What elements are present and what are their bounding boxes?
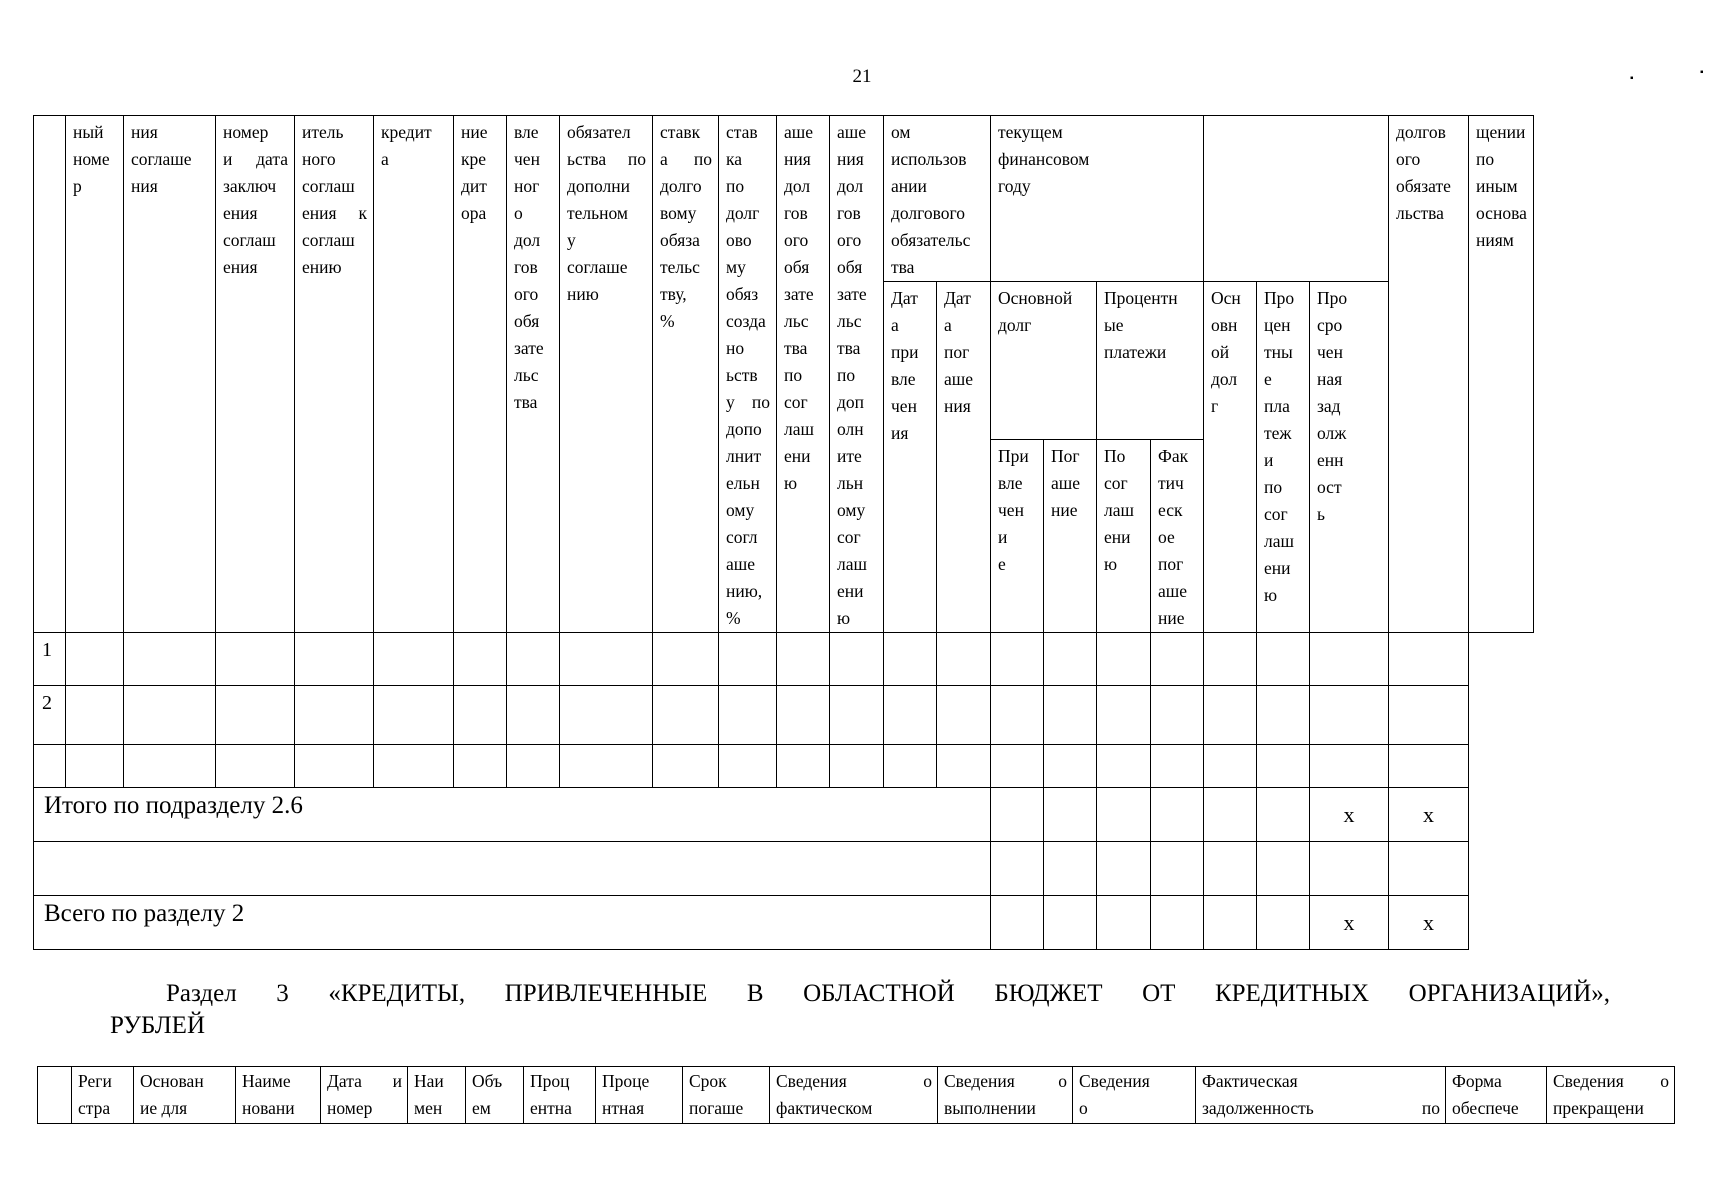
header-text-line: долгов: [1396, 122, 1446, 142]
header-text-line: чен: [1317, 342, 1343, 362]
header-text-line: о: [1079, 1098, 1088, 1118]
header-text-line: тва: [837, 338, 861, 358]
header-text-line: Дат: [891, 288, 918, 308]
header-cell-overdue-principal: [1204, 282, 1257, 633]
header-text-line: ени: [837, 581, 864, 601]
header-text-line: номер: [327, 1098, 373, 1118]
header-text-line: номер: [223, 122, 269, 142]
header-cell: [991, 116, 1204, 282]
header-text-line: использов: [891, 149, 967, 169]
header-text-line: ого: [837, 230, 862, 250]
header-text-line: Сведения: [1079, 1071, 1150, 1091]
header-text-line: Проц: [530, 1071, 570, 1091]
header-text-line: гов: [837, 203, 861, 223]
header-cell-principal-out: [1044, 440, 1097, 633]
header-text-line: Проце: [602, 1071, 650, 1091]
scan-speck: ▪: [1700, 67, 1704, 78]
header-text-line: е: [1264, 369, 1272, 389]
header-text-line: лаш: [1104, 500, 1134, 520]
header-cell: [683, 1067, 770, 1124]
header-text-line: обя: [784, 257, 810, 277]
debt-obligations-table: [33, 115, 1534, 950]
header-text-line: Наи: [414, 1071, 444, 1091]
header-text-line: аше: [726, 554, 756, 574]
header-text-line: тельс: [660, 257, 700, 277]
header-text-line: долго: [660, 176, 702, 196]
header-text-line: тва: [891, 257, 915, 277]
header-text-line: финансовом: [998, 149, 1090, 169]
header-text-line: доп: [837, 392, 865, 412]
header-cell: [66, 116, 124, 633]
header-text-line: соглаш: [302, 230, 355, 250]
header-text-line: лаш: [837, 554, 867, 574]
header-text-line: овн: [1211, 315, 1238, 335]
section-3-title-line1: Раздел 3 «КРЕДИТЫ, ПРИВЛЕЧЕННЫЕ В ОБЛАСТНОЙ БЮДЖЕТ ОТ КРЕДИТНЫХ ОРГАНИЗАЦИЙ»,: [166, 980, 1610, 1007]
header-text-line: Наиме: [242, 1071, 291, 1091]
header-text-line: соглаше: [567, 257, 628, 277]
row-number: 1: [34, 633, 66, 686]
header-text-line: тич: [1158, 473, 1184, 493]
header-text-line: ения: [223, 257, 258, 277]
header-cell: [321, 1067, 408, 1124]
header-text-line: ово: [726, 230, 752, 250]
header-text-line: льс: [837, 311, 862, 331]
header-text-line: %: [726, 608, 741, 628]
header-text-line: Реги: [78, 1071, 112, 1091]
header-cell: [1196, 1067, 1446, 1124]
header-text-line: пла: [1264, 396, 1290, 416]
header-text-line: ого: [1396, 149, 1421, 169]
header-text-line: лнит: [726, 446, 762, 466]
header-cell: [1389, 116, 1469, 633]
credits-table: [37, 1066, 1675, 1124]
header-cell: [454, 116, 507, 633]
header-cell: [938, 1067, 1073, 1124]
header-cell: [124, 116, 216, 633]
header-text-line: сро: [1317, 315, 1343, 335]
header-text-line: о: [514, 203, 523, 223]
header-text-line: по: [784, 365, 803, 385]
header-text-line: аше: [1051, 473, 1081, 493]
header-text-line: а по: [660, 149, 712, 169]
header-text-line: по: [837, 365, 856, 385]
header-cell: [884, 116, 991, 282]
header-text-line: олн: [837, 419, 864, 439]
header-cell: [466, 1067, 524, 1124]
header-text-line: ния: [784, 149, 811, 169]
header-text-line: льс: [784, 311, 809, 331]
header-cell: [236, 1067, 321, 1124]
header-text-line: ании: [891, 176, 927, 196]
header-text-line: заключ: [223, 176, 277, 196]
header-cell: [216, 116, 295, 633]
header-cell-interest-plan: [1097, 440, 1151, 633]
header-text-line: Фак: [1158, 446, 1189, 466]
header-text-line: обязате: [1396, 176, 1451, 196]
header-text-line: сог: [1264, 504, 1288, 524]
header-text-line: вле: [891, 369, 916, 389]
header-text-line: тва: [784, 338, 808, 358]
header-text-line: ние: [461, 122, 488, 142]
header-text-line: Сведения о: [944, 1071, 1067, 1091]
header-cell: [1547, 1067, 1675, 1124]
header-text-line: Про: [1317, 288, 1348, 308]
header-text-line: г: [1211, 396, 1219, 416]
header-text-line: прекращени: [1553, 1098, 1644, 1118]
header-text-line: олж: [1317, 423, 1347, 443]
header-cell-rownum: [38, 1067, 72, 1124]
header-text-line: задолженность по: [1202, 1098, 1440, 1118]
header-cell: [507, 116, 560, 633]
header-text-line: выполнении: [944, 1098, 1036, 1118]
table-row: [34, 633, 1534, 686]
header-cell-interest-fact: [1151, 440, 1204, 633]
header-text-line: аше: [784, 122, 814, 142]
header-text-line: пог: [1158, 554, 1184, 574]
table-row: [34, 842, 1534, 896]
header-text-line: фактическом: [776, 1098, 873, 1118]
header-cell: [1469, 116, 1534, 633]
header-text-line: а: [944, 315, 952, 335]
header-text-line: По: [1104, 446, 1126, 466]
header-cell: [134, 1067, 236, 1124]
header-text-line: теж: [1264, 423, 1292, 443]
header-text-line: аше: [1158, 581, 1188, 601]
header-cell: [596, 1067, 683, 1124]
header-text-line: дополни: [567, 176, 631, 196]
header-cell: [560, 116, 653, 633]
header-text-line: цен: [1264, 315, 1291, 335]
header-text-line: по: [1264, 477, 1283, 497]
header-text-line: году: [998, 176, 1031, 196]
page-number: 21: [852, 66, 872, 87]
section-3-heading: [110, 978, 1610, 1042]
header-text-line: Дат: [944, 288, 971, 308]
header-cell-date-out: [937, 282, 991, 633]
header-cell-principal-in: [991, 440, 1044, 633]
header-text-line: ног: [514, 176, 540, 196]
header-text-line: и дата: [223, 149, 288, 169]
header-text-line: льства: [1396, 203, 1444, 223]
header-text-line: долгового: [891, 203, 966, 223]
header-text-line: дол: [784, 176, 811, 196]
header-text-line: основа: [1476, 203, 1527, 223]
header-text-line: ению: [302, 257, 342, 277]
header-text-line: долг: [998, 315, 1032, 335]
header-text-line: му: [726, 257, 746, 277]
header-text-line: тва: [514, 392, 538, 412]
header-cell-overdue-debt: [1310, 282, 1389, 633]
header-text-line: ия: [891, 423, 909, 443]
header-text-line: зад: [1317, 396, 1341, 416]
header-text-line: обязательс: [891, 230, 971, 250]
header-text-line: при: [891, 342, 919, 362]
header-text-line: ьств: [726, 365, 758, 385]
header-text-line: ьства по: [567, 149, 646, 169]
header-text-line: щении: [1476, 122, 1526, 142]
header-text-line: допо: [726, 419, 762, 439]
header-text-line: вому: [660, 203, 697, 223]
header-text-line: тельном: [567, 203, 628, 223]
header-text-line: дит: [461, 176, 487, 196]
header-cell: [1073, 1067, 1196, 1124]
header-text-line: Основан: [140, 1071, 204, 1091]
header-text-line: лаш: [1264, 531, 1294, 551]
header-text-line: тву,: [660, 284, 687, 304]
header-text-line: ного: [302, 149, 336, 169]
header-text-line: нию,: [726, 581, 763, 601]
header-text-line: номе: [73, 149, 110, 169]
header-text-line: текущем: [998, 122, 1063, 142]
header-text-line: и: [1264, 450, 1274, 470]
header-text-line: обя: [514, 311, 540, 331]
header-text-line: енн: [1317, 450, 1344, 470]
header-cell: [524, 1067, 596, 1124]
header-text-line: ельн: [726, 473, 760, 493]
header-text-line: При: [998, 446, 1029, 466]
header-cell: [770, 1067, 938, 1124]
header-text-line: ния: [837, 149, 864, 169]
header-cell-blank: [1204, 116, 1389, 282]
header-text-line: гов: [514, 257, 538, 277]
header-text-line: льн: [837, 473, 864, 493]
header-cell: [295, 116, 374, 633]
header-text-line: ния: [131, 122, 158, 142]
header-text-line: платежи: [1104, 342, 1167, 362]
header-text-line: лаш: [784, 419, 814, 439]
header-text-line: соглаше: [131, 149, 192, 169]
header-text-line: став: [726, 122, 758, 142]
header-text-line: Срок: [689, 1071, 727, 1091]
header-text-line: дол: [837, 176, 864, 196]
header-text-line: ого: [784, 230, 809, 250]
header-text-line: ния: [944, 396, 971, 416]
header-text-line: аше: [944, 369, 974, 389]
header-text-line: ения: [223, 203, 258, 223]
header-cell: [719, 116, 777, 633]
header-text-line: сог: [784, 392, 808, 412]
header-text-line: зате: [514, 338, 544, 358]
header-text-line: ь: [1317, 504, 1325, 524]
header-text-line: Осн: [1211, 288, 1241, 308]
header-cell: [653, 116, 719, 633]
header-text-line: ой: [1211, 342, 1230, 362]
header-cell-interest: [1097, 282, 1204, 440]
header-text-line: чен: [998, 500, 1024, 520]
header-text-line: ения к: [302, 203, 367, 223]
header-cell-principal: [991, 282, 1097, 440]
header-text-line: ю: [1264, 585, 1278, 605]
header-text-line: ем: [472, 1098, 491, 1118]
header-text-line: р: [73, 176, 82, 196]
header-text-line: ого: [514, 284, 539, 304]
header-text-line: Пог: [1051, 446, 1080, 466]
header-text-line: гов: [784, 203, 808, 223]
header-text-line: ставк: [660, 122, 701, 142]
header-text-line: итель: [302, 122, 344, 142]
header-text-line: Про: [1264, 288, 1295, 308]
header-text-line: ите: [837, 446, 862, 466]
header-text-line: создано: [726, 311, 766, 358]
header-text-line: иным: [1476, 176, 1518, 196]
subtotal-label: Итого по подразделу 2.6: [34, 788, 991, 842]
header-text-line: Форма: [1452, 1071, 1502, 1091]
header-text-line: нтная: [602, 1098, 645, 1118]
header-text-line: новани: [242, 1098, 295, 1118]
header-text-line: а: [381, 149, 389, 169]
header-text-line: ентна: [530, 1098, 572, 1118]
header-text-line: у: [567, 230, 576, 250]
header-text-line: согл: [726, 527, 758, 547]
section-3-title-line2: РУБЛЕЙ: [110, 1012, 205, 1039]
header-cell: [72, 1067, 134, 1124]
row-number: 2: [34, 686, 66, 745]
header-text-line: мен: [414, 1098, 443, 1118]
header-text-line: по: [726, 176, 745, 196]
header-text-line: обязател: [567, 122, 631, 142]
header-text-line: кредит: [381, 122, 432, 142]
header-text-line: Объ: [472, 1071, 503, 1091]
header-text-line: дол: [514, 230, 541, 250]
total-row: [34, 896, 1534, 950]
header-text-line: нию: [567, 284, 599, 304]
header-text-line: еск: [1158, 500, 1183, 520]
header-text-line: погаше: [689, 1098, 744, 1118]
header-text-line: обяз: [726, 284, 759, 304]
header-text-line: дол: [1211, 369, 1238, 389]
header-cell: [408, 1067, 466, 1124]
header-text-line: обяза: [660, 230, 700, 250]
subtotal-row: [34, 788, 1534, 842]
x-mark: x: [1389, 896, 1469, 950]
scan-speck: ▪: [1630, 73, 1634, 84]
header-text-line: ому: [726, 500, 755, 520]
x-mark: x: [1310, 788, 1389, 842]
header-text-line: Дата и: [327, 1071, 402, 1091]
header-text-line: е: [998, 554, 1006, 574]
header-text-line: ени: [784, 446, 811, 466]
header-text-line: сог: [1104, 473, 1128, 493]
header-cell: [830, 116, 884, 633]
header-text-line: сог: [837, 527, 861, 547]
header-cell: [1446, 1067, 1547, 1124]
header-text-line: ниям: [1476, 230, 1514, 250]
header-cell: [777, 116, 830, 633]
header-text-line: а: [891, 315, 899, 335]
header-text-line: вле: [514, 122, 539, 142]
header-text-line: ние: [1051, 500, 1078, 520]
header-cell-date-in: [884, 282, 937, 633]
table-row: [34, 686, 1534, 745]
header-text-line: и: [998, 527, 1008, 547]
header-text-line: ие для: [140, 1098, 188, 1118]
header-text-line: Основной: [998, 288, 1073, 308]
header-cell-rownum: [34, 116, 66, 633]
header-text-line: тны: [1264, 342, 1293, 362]
header-text-line: соглаш: [223, 230, 276, 250]
header-text-line: ени: [1264, 558, 1291, 578]
header-text-line: Процентн: [1104, 288, 1178, 308]
header-cell: [374, 116, 454, 633]
header-text-line: ный: [73, 122, 104, 142]
header-text-line: зате: [837, 284, 867, 304]
header-text-line: ому: [837, 500, 866, 520]
header-text-line: ом: [891, 122, 911, 142]
header-text-line: Фактическая: [1202, 1071, 1298, 1091]
header-text-line: ю: [784, 473, 798, 493]
header-text-line: ная: [1317, 369, 1343, 389]
header-cell-overdue-interest: [1257, 282, 1310, 633]
header-text-line: обя: [837, 257, 863, 277]
header-text-line: стра: [78, 1098, 111, 1118]
x-mark: x: [1310, 896, 1389, 950]
header-text-line: ое: [1158, 527, 1175, 547]
header-text-line: обеспече: [1452, 1098, 1519, 1118]
header-text-line: чен: [891, 396, 917, 416]
header-text-line: Сведения о: [776, 1071, 932, 1091]
header-text-line: зате: [784, 284, 814, 304]
header-text-line: Сведения о: [1553, 1071, 1669, 1091]
x-mark: x: [1389, 788, 1469, 842]
table-row: [34, 745, 1534, 788]
header-text-line: ени: [1104, 527, 1131, 547]
header-text-line: льс: [514, 365, 539, 385]
header-text-line: ка: [726, 149, 743, 169]
total-label: Всего по разделу 2: [34, 896, 991, 950]
header-text-line: кре: [461, 149, 487, 169]
header-text-line: долг: [726, 203, 760, 223]
header-text-line: ния: [131, 176, 158, 196]
header-text-line: ые: [1104, 315, 1124, 335]
header-text-line: ю: [1104, 554, 1118, 574]
header-text-line: аше: [837, 122, 867, 142]
header-text-line: по: [1476, 149, 1495, 169]
header-text-line: ора: [461, 203, 487, 223]
header-text-line: у по: [726, 392, 770, 412]
header-text-line: чен: [514, 149, 540, 169]
header-text-line: ост: [1317, 477, 1342, 497]
header-text-line: соглаш: [302, 176, 355, 196]
header-text-line: вле: [998, 473, 1023, 493]
header-text-line: ние: [1158, 608, 1185, 628]
header-text-line: пог: [944, 342, 970, 362]
header-text-line: ю: [837, 608, 851, 628]
header-text-line: %: [660, 311, 675, 331]
